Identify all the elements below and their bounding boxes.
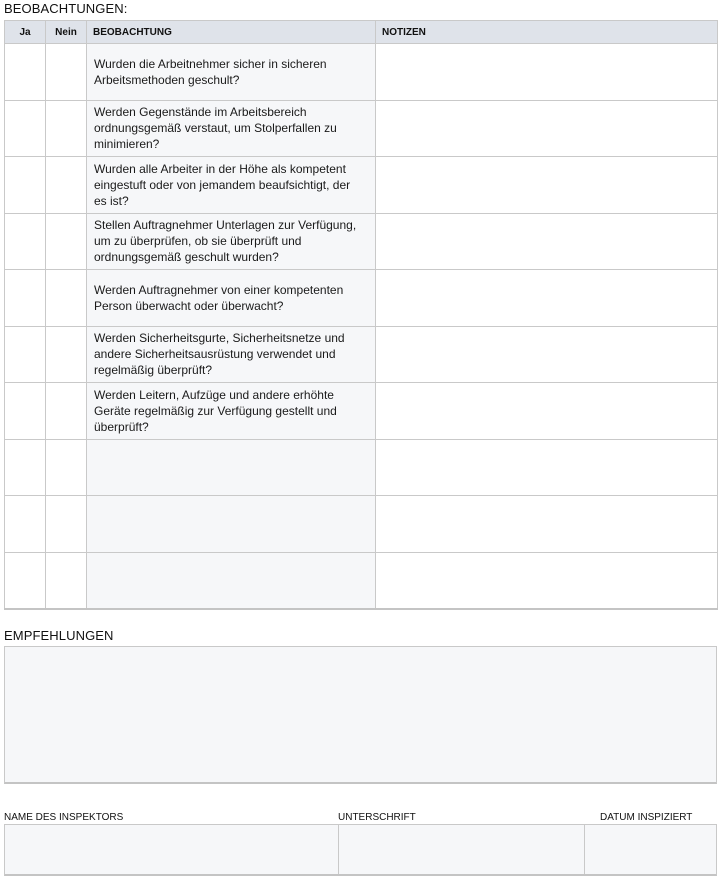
no-checkbox-cell[interactable]	[46, 213, 87, 270]
yes-checkbox-cell[interactable]	[5, 439, 46, 496]
date-inspected-label: DATUM INSPIZIERT	[600, 812, 693, 823]
observation-text	[87, 439, 376, 496]
no-checkbox-cell[interactable]	[46, 383, 87, 440]
yes-checkbox-cell[interactable]	[5, 100, 46, 157]
observation-text	[87, 552, 376, 609]
inspector-name-field[interactable]	[5, 825, 339, 874]
table-row	[5, 100, 718, 157]
no-checkbox-cell[interactable]	[46, 552, 87, 609]
no-checkbox-cell[interactable]	[46, 326, 87, 383]
table-row	[5, 552, 718, 609]
notes-cell[interactable]	[376, 326, 718, 383]
notes-cell[interactable]	[376, 100, 718, 157]
header-yes: Ja	[5, 21, 46, 44]
observations-body	[5, 44, 718, 609]
yes-checkbox-cell[interactable]	[5, 213, 46, 270]
recommendations-title: EMPFEHLUNGEN	[4, 628, 114, 643]
recommendations-field[interactable]	[4, 646, 717, 784]
yes-checkbox-cell[interactable]	[5, 496, 46, 553]
observation-text: Wurden alle Arbeiter in der Höhe als kompetent eingestuft oder von jemandem beaufsichtigt, der es ist?	[87, 157, 376, 214]
signature-field[interactable]	[339, 825, 585, 874]
observation-text: Stellen Auftragnehmer Unterlagen zur Verfügung, um zu überprüfen, ob sie überprüft und ordnungsgemäß geschult wurden?	[87, 213, 376, 270]
notes-cell[interactable]	[376, 439, 718, 496]
observations-table	[4, 20, 718, 610]
table-row	[5, 496, 718, 553]
notes-cell[interactable]	[376, 552, 718, 609]
yes-checkbox-cell[interactable]	[5, 326, 46, 383]
observation-text: Werden Sicherheitsgurte, Sicherheitsnetze und andere Sicherheitsausrüstung verwendet und regelmäßig überprüft?	[87, 326, 376, 383]
table-row	[5, 157, 718, 214]
yes-checkbox-cell[interactable]	[5, 270, 46, 327]
observation-text: Wurden die Arbeitnehmer sicher in sicheren Arbeitsmethoden geschult?	[87, 44, 376, 101]
notes-cell[interactable]	[376, 157, 718, 214]
no-checkbox-cell[interactable]	[46, 100, 87, 157]
table-row	[5, 383, 718, 440]
notes-cell[interactable]	[376, 213, 718, 270]
header-no: Nein	[46, 21, 87, 44]
table-header-row	[5, 21, 718, 44]
header-notes: NOTIZEN	[376, 21, 718, 44]
table-row	[5, 270, 718, 327]
signature-label: UNTERSCHRIFT	[338, 812, 416, 823]
no-checkbox-cell[interactable]	[46, 496, 87, 553]
observation-text: Werden Leitern, Aufzüge und andere erhöhte Geräte regelmäßig zur Verfügung gestellt und überprüft?	[87, 383, 376, 440]
no-checkbox-cell[interactable]	[46, 44, 87, 101]
no-checkbox-cell[interactable]	[46, 157, 87, 214]
header-observation: BEOBACHTUNG	[87, 21, 376, 44]
observation-text: Werden Auftragnehmer von einer kompetenten Person überwacht oder überwacht?	[87, 270, 376, 327]
table-row	[5, 213, 718, 270]
notes-cell[interactable]	[376, 496, 718, 553]
notes-cell[interactable]	[376, 44, 718, 101]
observation-text: Werden Gegenstände im Arbeitsbereich ordnungsgemäß verstaut, um Stolperfallen zu minimieren?	[87, 100, 376, 157]
notes-cell[interactable]	[376, 270, 718, 327]
inspector-name-label: NAME DES INSPEKTORS	[4, 812, 124, 823]
yes-checkbox-cell[interactable]	[5, 44, 46, 101]
no-checkbox-cell[interactable]	[46, 439, 87, 496]
table-row	[5, 44, 718, 101]
notes-cell[interactable]	[376, 383, 718, 440]
yes-checkbox-cell[interactable]	[5, 383, 46, 440]
observation-text	[87, 496, 376, 553]
yes-checkbox-cell[interactable]	[5, 552, 46, 609]
no-checkbox-cell[interactable]	[46, 270, 87, 327]
date-inspected-field[interactable]	[585, 825, 716, 874]
table-row	[5, 439, 718, 496]
table-row	[5, 326, 718, 383]
observations-title: BEOBACHTUNGEN:	[4, 1, 128, 16]
yes-checkbox-cell[interactable]	[5, 157, 46, 214]
signature-row	[4, 824, 717, 876]
